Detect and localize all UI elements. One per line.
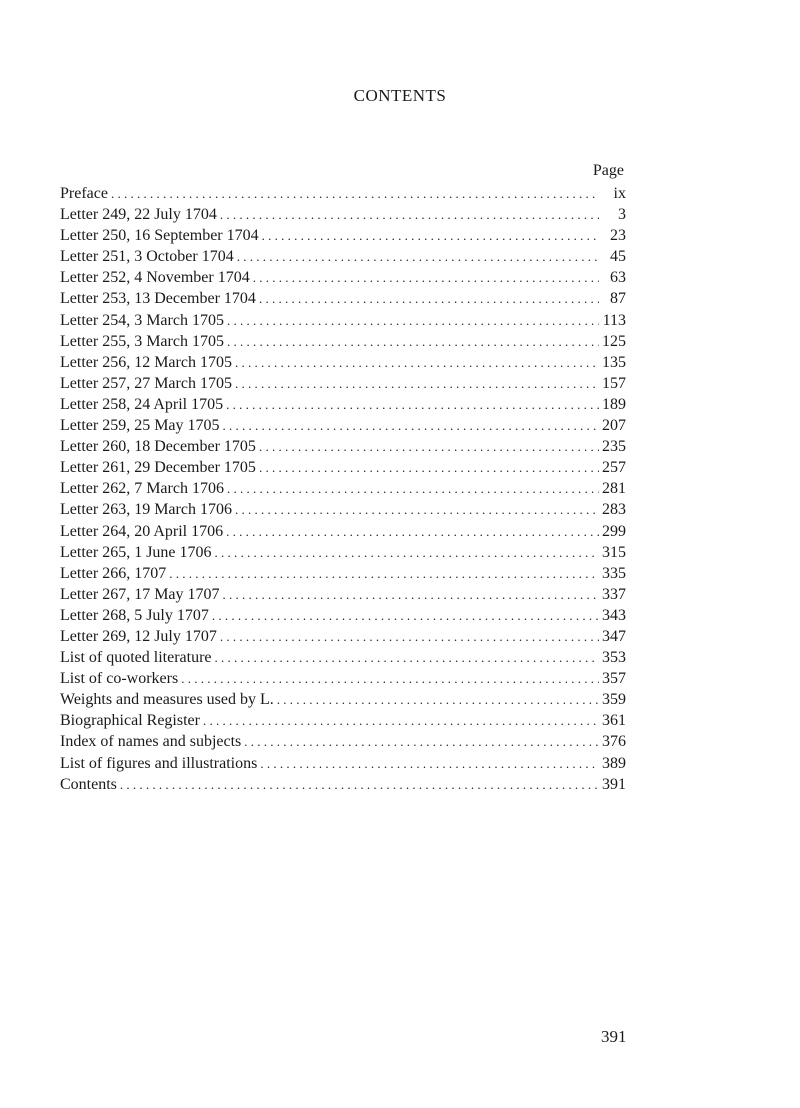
toc-entry <box>60 478 626 499</box>
toc-entry <box>60 267 626 288</box>
toc-entry-title: Letter 268, 5 July 1707 <box>60 606 209 624</box>
toc-entry-title: List of quoted literature <box>60 649 212 667</box>
dot-leader <box>120 774 599 795</box>
dot-leader <box>223 584 599 605</box>
toc-entry <box>60 415 626 436</box>
toc-entry-page: 337 <box>602 585 626 603</box>
toc-entry-page: 257 <box>602 459 626 477</box>
toc-entry-title: List of co-workers <box>60 670 179 688</box>
toc-entry-title: Letter 269, 12 July 1707 <box>60 627 217 645</box>
toc-entry <box>60 246 626 267</box>
toc-entry-title: Letter 257, 27 March 1705 <box>60 374 232 392</box>
page-title: CONTENTS <box>353 86 447 105</box>
toc-entry <box>60 436 626 457</box>
toc-entry-page: 299 <box>602 522 626 540</box>
toc-entry <box>60 331 626 352</box>
toc-entry <box>60 668 626 689</box>
toc-entry-title: Letter 259, 25 May 1705 <box>60 417 220 435</box>
toc-entry <box>60 521 626 542</box>
dot-leader <box>259 288 599 309</box>
toc-entry-page: 189 <box>602 395 626 413</box>
toc-entry <box>60 542 626 563</box>
toc-entry <box>60 753 626 774</box>
dot-leader <box>203 710 599 731</box>
toc-entry <box>60 183 626 204</box>
dot-leader <box>277 689 599 710</box>
toc-entry-page: 343 <box>602 606 626 624</box>
toc-entry <box>60 584 626 605</box>
toc-entry-title: Letter 261, 29 December 1705 <box>60 459 256 477</box>
dot-leader <box>111 183 599 204</box>
toc-entries <box>60 183 626 795</box>
toc-entry <box>60 373 626 394</box>
toc-entry-title: Preface <box>60 185 108 202</box>
toc-entry-title: Letter 255, 3 March 1705 <box>60 332 224 350</box>
toc-entry <box>60 563 626 584</box>
page-number: 391 <box>601 1027 627 1046</box>
toc-entry <box>60 605 626 626</box>
dot-leader <box>215 647 599 668</box>
page-column-header: Page <box>592 162 624 179</box>
toc-entry-title: Letter 267, 17 May 1707 <box>60 585 220 603</box>
toc-entry-page: 361 <box>602 712 626 730</box>
toc-entry <box>60 499 626 520</box>
toc-entry-title: Letter 253, 13 December 1704 <box>60 290 256 308</box>
toc-entry <box>60 352 626 373</box>
toc-entry-title: Letter 249, 22 July 1704 <box>60 206 217 224</box>
toc-entry-title: Letter 264, 20 April 1706 <box>60 522 224 540</box>
dot-leader <box>223 415 599 436</box>
toc-entry-title: Contents <box>60 775 117 793</box>
toc-entry-page: 157 <box>602 374 626 392</box>
dot-leader <box>226 394 599 415</box>
dot-leader <box>244 731 599 752</box>
toc-entry <box>60 710 626 731</box>
toc-entry-title: Letter 250, 16 September 1704 <box>60 227 259 245</box>
dot-leader <box>259 457 599 478</box>
toc-entry-page: ix <box>613 185 626 202</box>
toc-entry <box>60 204 626 225</box>
toc-entry-page: 135 <box>602 353 626 371</box>
toc-entry-page: 357 <box>602 670 626 688</box>
dot-leader <box>262 225 599 246</box>
dot-leader <box>260 753 599 774</box>
toc-entry-title: Weights and measures used by L. <box>60 691 274 709</box>
toc-entry-page: 207 <box>602 417 626 435</box>
dot-leader <box>235 373 599 394</box>
toc-entry-page: 376 <box>602 733 626 751</box>
toc-entry <box>60 288 626 309</box>
toc-entry-title: Letter 252, 4 November 1704 <box>60 269 250 287</box>
toc-entry-page: 281 <box>602 480 626 498</box>
dot-leader <box>235 499 599 520</box>
toc-entry <box>60 647 626 668</box>
dot-leader <box>169 563 599 584</box>
dot-leader <box>227 310 599 331</box>
toc-entry-title: Letter 266, 1707 <box>60 564 167 582</box>
toc-entry-title: Letter 265, 1 June 1706 <box>60 543 212 561</box>
dot-leader <box>237 246 599 267</box>
toc-entry <box>60 394 626 415</box>
toc-entry-title: Letter 256, 12 March 1705 <box>60 353 232 371</box>
toc-entry-page: 347 <box>602 627 626 645</box>
toc-entry-title: List of figures and illustrations <box>60 754 258 772</box>
dot-leader <box>215 542 599 563</box>
toc-entry-title: Letter 262, 7 March 1706 <box>60 480 224 498</box>
dot-leader <box>227 478 599 499</box>
dot-leader <box>226 521 599 542</box>
toc-entry-page: 335 <box>602 564 626 582</box>
dot-leader <box>220 626 599 647</box>
toc-entry-title: Index of names and subjects <box>60 733 242 751</box>
toc-entry <box>60 774 626 795</box>
toc-entry <box>60 457 626 478</box>
toc-entry-page: 315 <box>602 543 626 561</box>
dot-leader <box>212 605 599 626</box>
toc-entry <box>60 731 626 752</box>
toc-entry <box>60 689 626 710</box>
toc-entry-page: 113 <box>602 311 626 329</box>
toc-entry-page: 23 <box>610 227 626 245</box>
toc-entry-title: Letter 258, 24 April 1705 <box>60 395 224 413</box>
toc-entry-page: 235 <box>602 438 626 456</box>
toc-entry-title: Letter 254, 3 March 1705 <box>60 311 224 329</box>
toc-entry <box>60 225 626 246</box>
toc-entry-page: 125 <box>602 332 626 350</box>
toc-entry-page: 283 <box>602 501 626 519</box>
toc-entry <box>60 626 626 647</box>
toc-entry-page: 87 <box>610 290 626 308</box>
table-of-contents <box>60 160 626 795</box>
toc-entry-title: Biographical Register <box>60 712 200 730</box>
toc-entry-page: 359 <box>602 691 626 709</box>
dot-leader <box>227 331 599 352</box>
toc-entry-page: 389 <box>602 754 626 772</box>
dot-leader <box>259 436 599 457</box>
toc-entry-page: 391 <box>602 775 626 793</box>
toc-entry-title: Letter 251, 3 October 1704 <box>60 248 234 266</box>
toc-entry-title: Letter 260, 18 December 1705 <box>60 438 256 456</box>
dot-leader <box>220 204 599 225</box>
toc-entry-page: 63 <box>610 269 626 287</box>
toc-entry-page: 45 <box>610 248 626 266</box>
dot-leader <box>181 668 599 689</box>
dot-leader <box>235 352 599 373</box>
toc-entry <box>60 310 626 331</box>
toc-entry-page: 353 <box>602 649 626 667</box>
dot-leader <box>253 267 599 288</box>
toc-entry-title: Letter 263, 19 March 1706 <box>60 501 232 519</box>
toc-entry-page: 3 <box>618 206 626 224</box>
